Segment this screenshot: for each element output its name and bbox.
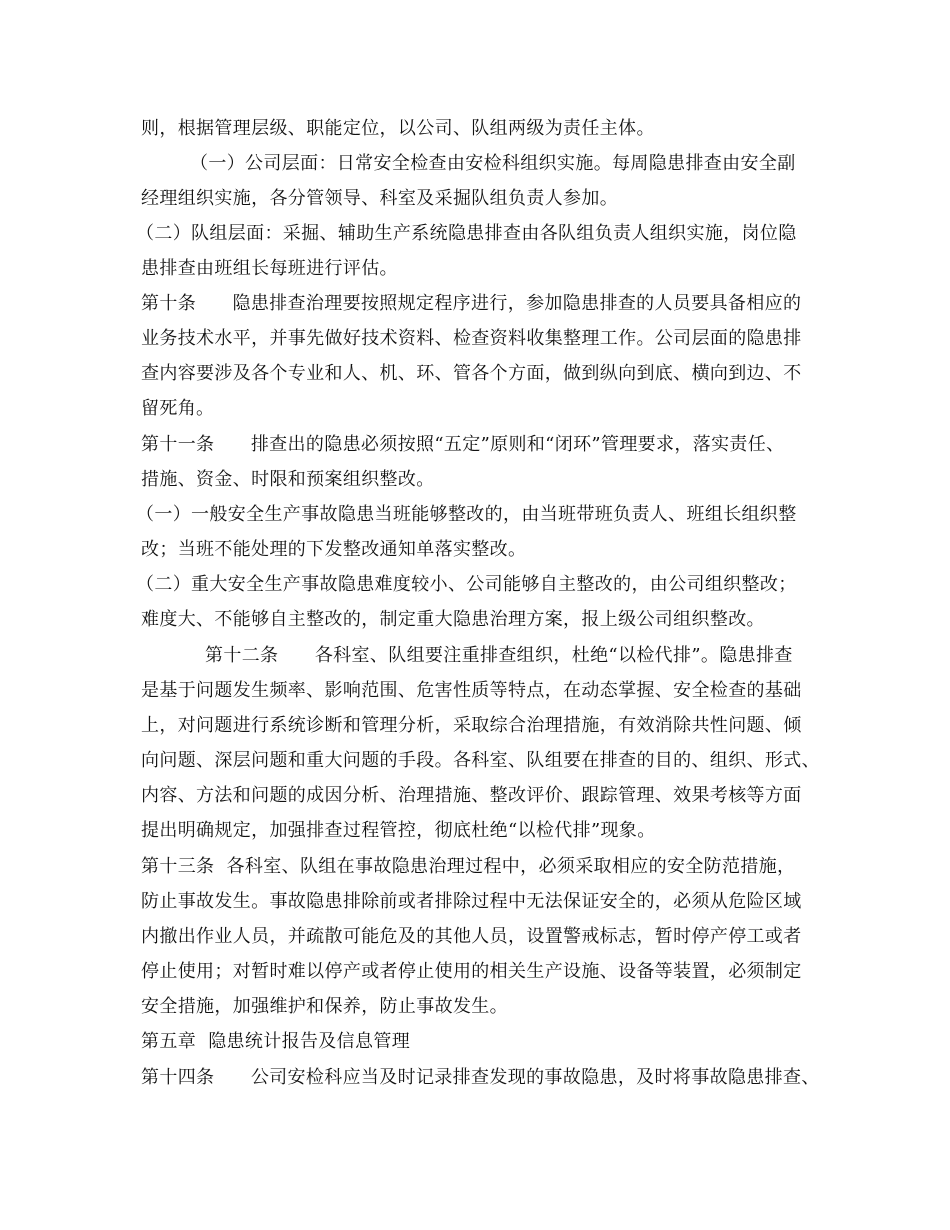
- text-line: 经理组织实施，各分管领导、科室及采掘队组负责人参加。: [141, 188, 619, 209]
- text-line: 留死角。: [141, 398, 215, 419]
- text-line: 第十条 隐患排查治理要按照规定程序进行，参加隐患排查的人员要具备相应的: [141, 293, 802, 314]
- text-line: 难度大、不能够自主整改的，制定重大隐患治理方案，报上级公司组织整改。: [141, 609, 765, 630]
- text-line: （二）重大安全生产事故隐患难度较小、公司能够自主整改的，由公司组织整改；: [136, 574, 797, 595]
- text-line: 第十四条 公司安检科应当及时记录排查发现的事故隐患，及时将事故隐患排查、: [141, 1067, 820, 1088]
- text-line: （一）一般安全生产事故隐患当班能够整改的，由当班带班负责人、班组长组织整: [136, 504, 797, 525]
- text-line: 是基于问题发生频率、影响范围、危害性质等特点，在动态掌握、安全检查的基础: [141, 680, 802, 701]
- text-line: 向问题、深层问题和重大问题的手段。各科室、队组要在排查的目的、组织、形式、: [141, 750, 820, 771]
- text-line: 提出明确规定，加强排查过程管控，彻底杜绝“以检代排”现象。: [141, 820, 656, 841]
- text-line: （一）公司层面：日常安全检查由安检科组织实施。每周隐患排查由安全副: [190, 153, 796, 174]
- text-line: 防止事故发生。事故隐患排除前或者排除过程中无法保证安全的，必须从危险区域: [141, 891, 802, 912]
- chapter-heading: 第五章 隐患统计报告及信息管理: [141, 1031, 411, 1052]
- text-line: 内容、方法和问题的成因分析、治理措施、整改评价、跟踪管理、效果考核等方面: [141, 785, 802, 806]
- text-line: 第十一条 排查出的隐患必须按照“五定”原则和“闭环”管理要求，落实责任、: [141, 434, 785, 455]
- text-line: 上，对问题进行系统诊断和管理分析，采取综合治理措施，有效消除共性问题、倾: [141, 715, 802, 736]
- text-line: 查内容要涉及各个专业和人、机、环、管各个方面，做到纵向到底、横向到边、不: [141, 363, 802, 384]
- text-line: 第十三条 各科室、队组在事故隐患治理过程中，必须采取相应的安全防范措施，: [141, 856, 796, 877]
- text-line: 安全措施，加强维护和保养，防止事故发生。: [141, 996, 508, 1017]
- text-line: 改；当班不能处理的下发整改通知单落实整改。: [141, 539, 527, 560]
- text-line: 停止使用；对暂时难以停产或者停止使用的相关生产设施、设备等装置，必须制定: [141, 961, 802, 982]
- text-line: 患排查由班组长每班进行评估。: [141, 258, 398, 279]
- text-line: （二）队组层面：采掘、辅助生产系统隐患排查由各队组负责人组织实施，岗位隐: [136, 223, 797, 244]
- text-line: 措施、资金、时限和预案组织整改。: [141, 469, 435, 490]
- text-line: 第十二条 各科室、队组要注重排查组织，杜绝“以检代排”。隐患排查: [205, 645, 793, 666]
- text-line: 内撤出作业人员，并疏散可能危及的其他人员，设置警戒标志，暂时停产停工或者: [141, 926, 802, 947]
- text-line: 则，根据管理层级、职能定位，以公司、队组两级为责任主体。: [141, 118, 655, 139]
- text-line: 业务技术水平，并事先做好技术资料、检查资料收集整理工作。公司层面的隐患排: [141, 328, 802, 349]
